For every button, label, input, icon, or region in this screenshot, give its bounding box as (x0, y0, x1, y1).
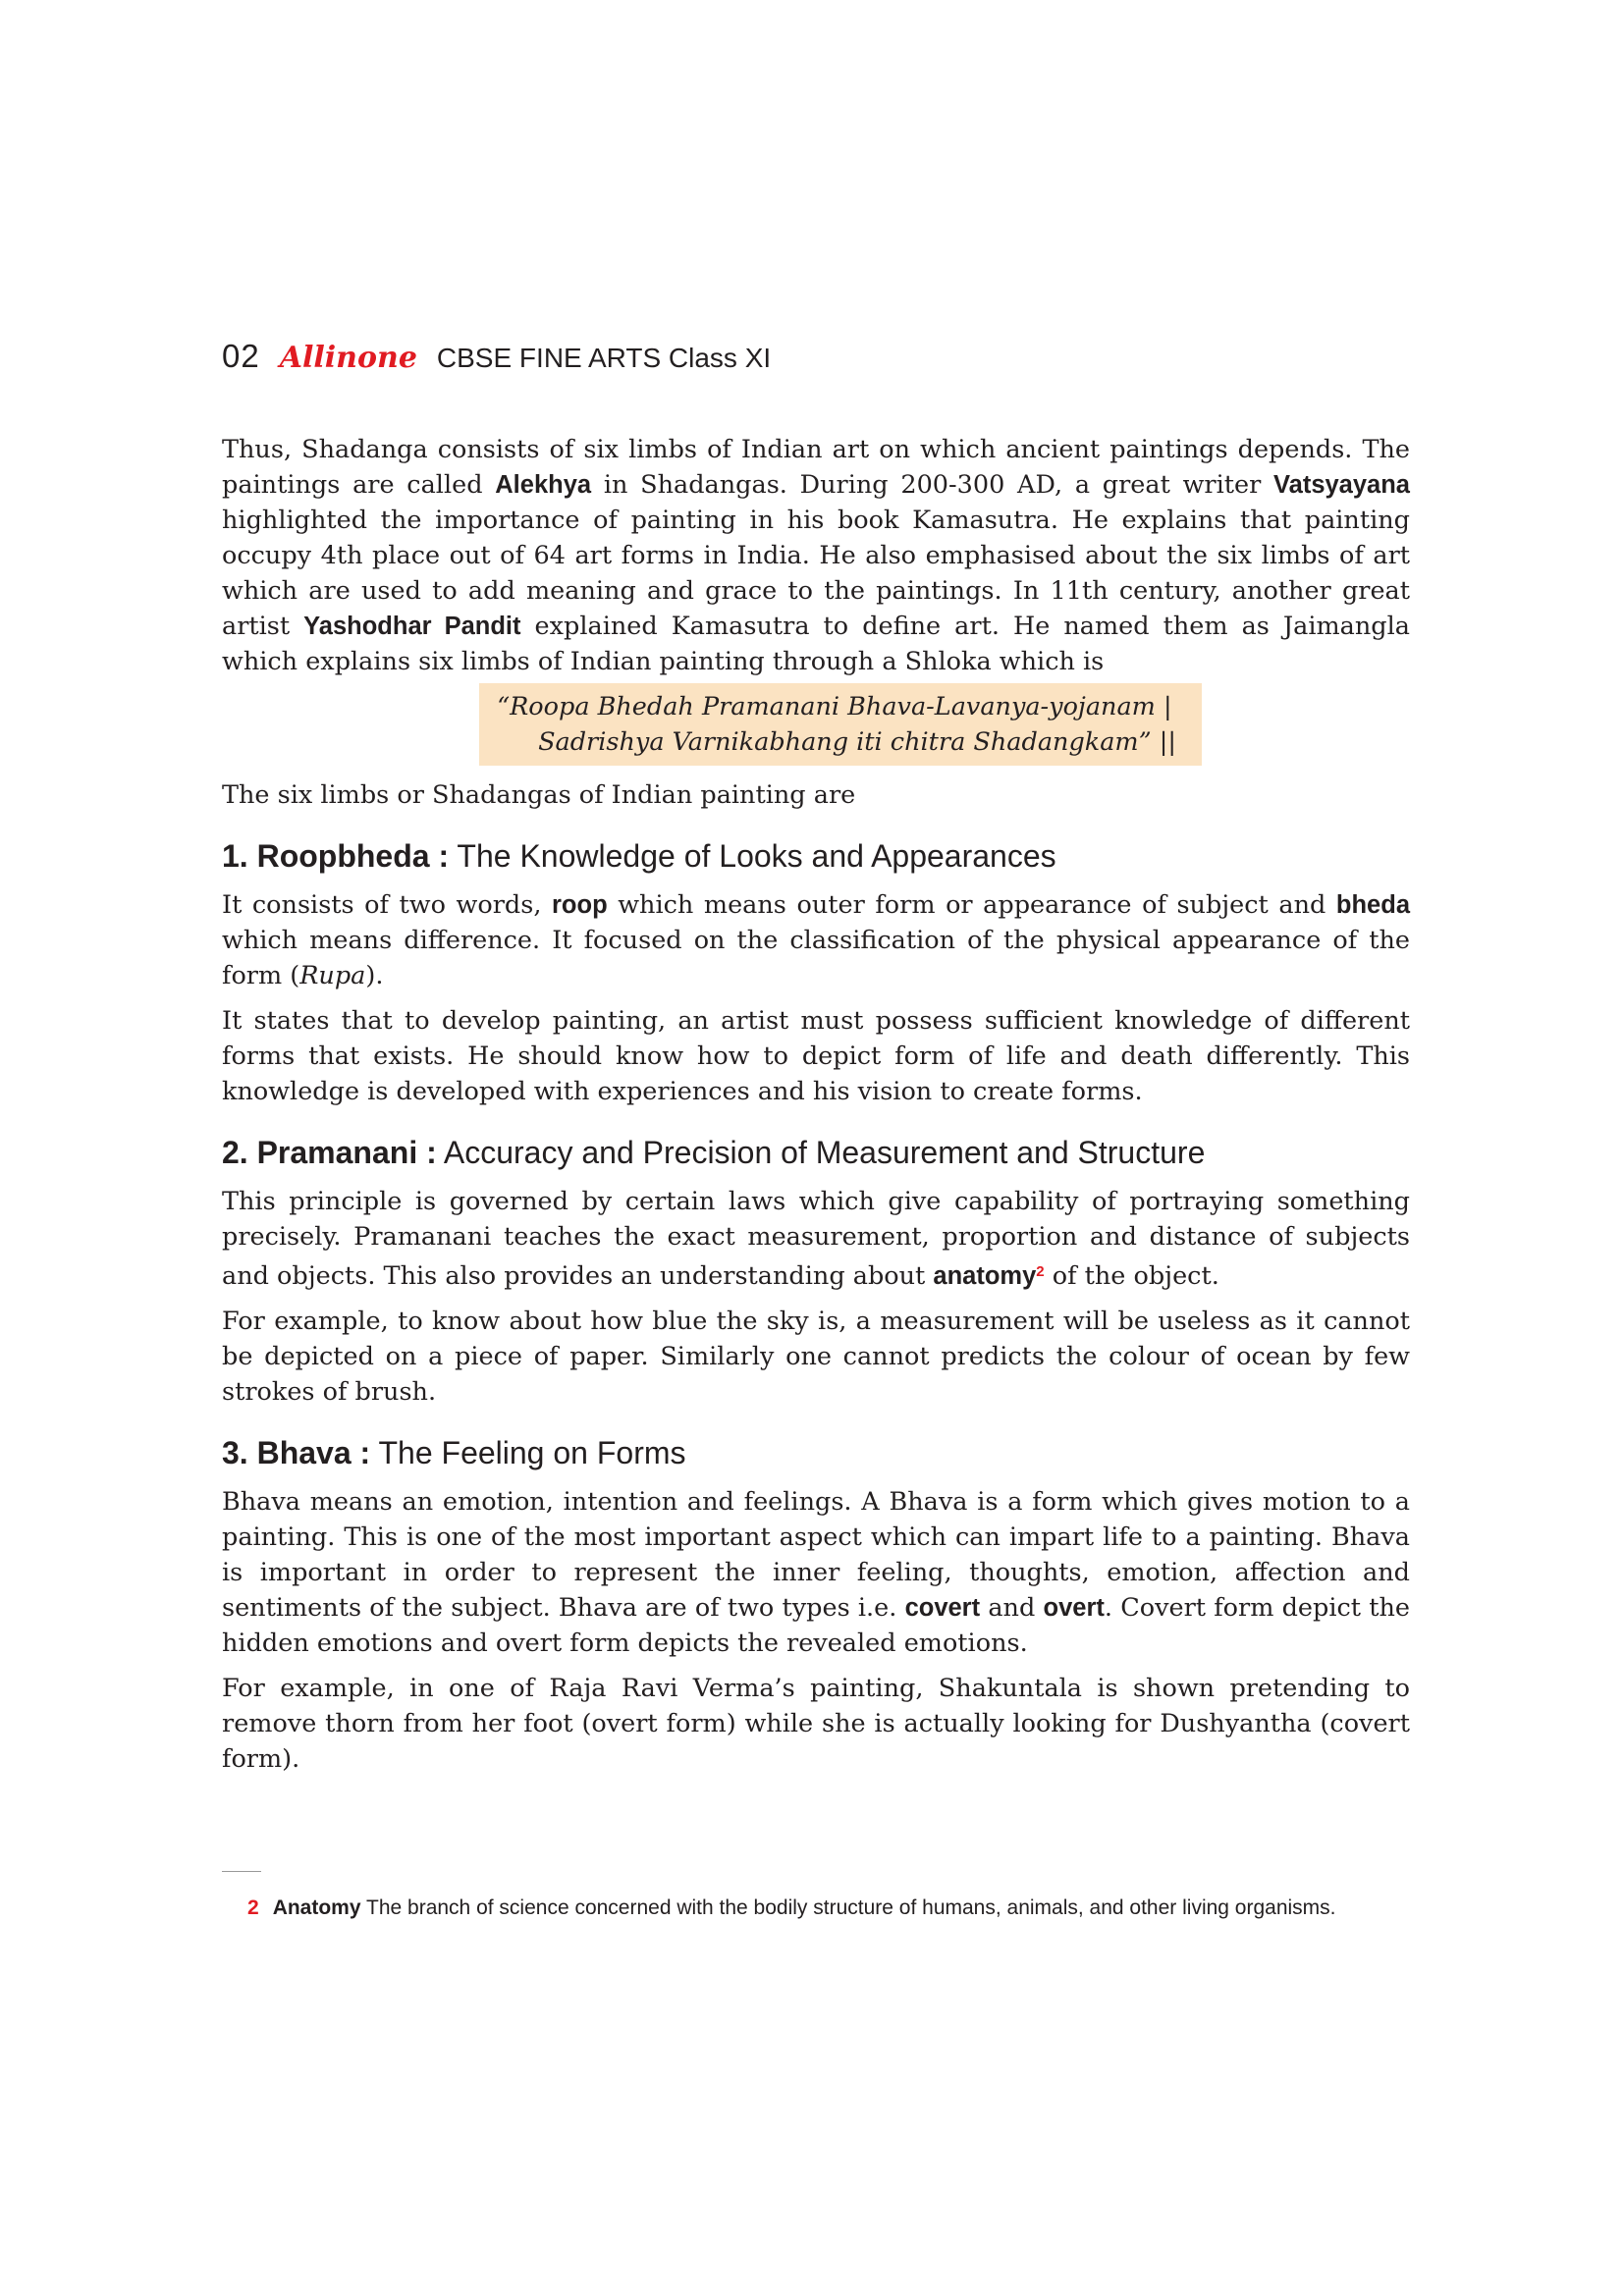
text-run: ). (365, 961, 384, 990)
section-bhava (222, 1433, 1410, 1777)
footnote-body (222, 1894, 1380, 1922)
footnote-rule (222, 1871, 261, 1872)
section-paragraph (222, 1184, 1410, 1294)
book-title: CBSE FINE ARTS Class XI (436, 343, 772, 373)
section-paragraph (222, 1484, 1410, 1661)
limbs-intro: The six limbs or Shadangas of Indian painting are (222, 780, 856, 810)
section-heading (222, 1433, 1410, 1472)
term-anatomy: anatomy (933, 1262, 1037, 1290)
text-run: This principle is governed by certain laws which give capability of portraying something precisely. Pramanani teaches the exact measurement, proportion and distance of subjects and objects. This also provides an understanding about (222, 1187, 1410, 1291)
text-run: explained Kamasutra to define art. He named them as Jaimangla which explains six limbs of Indian painting through a Shloka which is (222, 612, 1410, 676)
text-run: and (980, 1593, 1044, 1623)
text-run: It consists of two words, (222, 890, 552, 920)
section-paragraph: For example, to know about how blue the sky is, a measurement will be useless as it cannot be depicted on a piece of paper. Similarly one cannot predicts the colour of ocean by few strokes of brush. (222, 1307, 1410, 1407)
text-run: which means difference. It focused on the classification of the physical appearance of the form ( (222, 926, 1410, 990)
shloka-line-1: “Roopa Bhedah Pramanani Bhava-Lavanya-yojanam | (497, 692, 1172, 721)
term-bheda: bheda (1335, 891, 1410, 919)
footnote (222, 1871, 1380, 1922)
page-content (222, 432, 1410, 1777)
text-run: highlighted the importance of painting in his book Kamasutra. He explains that painting occupy 4th place out of 64 art forms in India. He also emphasised about the six limbs of art which are used to add meaning and grace to the paintings. In 11th century, another great artist (222, 506, 1410, 641)
section-title: Accuracy and Precision of Measurement and Structure (436, 1135, 1206, 1170)
section-heading (222, 836, 1410, 876)
page-number: 02 (222, 338, 260, 374)
brand-logo: Allinone (279, 341, 417, 375)
text-run: Thus, Shadanga consists of six limbs of Indian art on which ancient paintings depends. The paintings are called (222, 435, 1410, 500)
term-covert: covert (904, 1594, 981, 1622)
page-header (222, 338, 771, 375)
section-paragraph: It states that to develop painting, an artist must possess sufficient knowledge of different forms that exists. He should know how to depict form of life and death differently. This knowledge is developed with experiences and his vision to create forms. (222, 1006, 1410, 1106)
section-title: The Knowledge of Looks and Appearances (449, 838, 1056, 874)
term-vatsyayana: Vatsyayana (1273, 471, 1410, 499)
text-run: in Shadangas. During 200-300 AD, a great writer (591, 470, 1274, 500)
section-heading (222, 1133, 1410, 1172)
shloka-line-2: Sadrishya Varnikabhang iti chitra Shadangkam” || (538, 727, 1176, 757)
footnote-term: Anatomy (272, 1896, 361, 1919)
section-pramanani (222, 1133, 1410, 1410)
text-run: which means outer form or appearance of subject and (607, 890, 1336, 920)
footnote-text (273, 1894, 1336, 1922)
footnote-reference[interactable]: 2 (1036, 1263, 1045, 1280)
text-run: of the object. (1044, 1261, 1219, 1291)
text-run: Bhava means an emotion, intention and feelings. A Bhava is a form which gives motion to a painting. This is one of the most important aspect which can impart life to a painting. Bhava is important in order to represent the inner feeling, thoughts, emotion, affection and sentiments of the subject. Bhava are of two types i.e. (222, 1487, 1410, 1623)
section-paragraph: For example, in one of Raja Ravi Verma’s painting, Shakuntala is shown pretending to remove thorn from her foot (overt form) while she is actually looking for Dushyantha (covert form). (222, 1674, 1410, 1774)
section-number: 2. Pramanani : (222, 1135, 437, 1170)
term-alekhya: Alekhya (495, 471, 592, 499)
text-run: . Covert form depict the hidden emotions and overt form depicts the revealed emotions. (222, 1593, 1411, 1658)
section-number: 3. Bhava : (222, 1435, 371, 1470)
term-roop: roop (552, 891, 608, 919)
term-yashodhar-pandit: Yashodhar Pandit (303, 613, 521, 640)
term-overt: overt (1043, 1594, 1105, 1622)
shloka-container (222, 679, 1410, 766)
section-paragraph (222, 887, 1410, 993)
footnote-definition: The branch of science concerned with the bodily structure of humans, animals, and other living organisms. (360, 1896, 1336, 1919)
section-roopbheda (222, 836, 1410, 1109)
intro-paragraph (222, 432, 1410, 679)
shloka-box (479, 683, 1202, 766)
section-number: 1. Roopbheda : (222, 838, 450, 874)
term-rupa: Rupa (299, 961, 366, 990)
footnote-number: 2 (247, 1896, 259, 1919)
section-title: The Feeling on Forms (370, 1435, 686, 1470)
